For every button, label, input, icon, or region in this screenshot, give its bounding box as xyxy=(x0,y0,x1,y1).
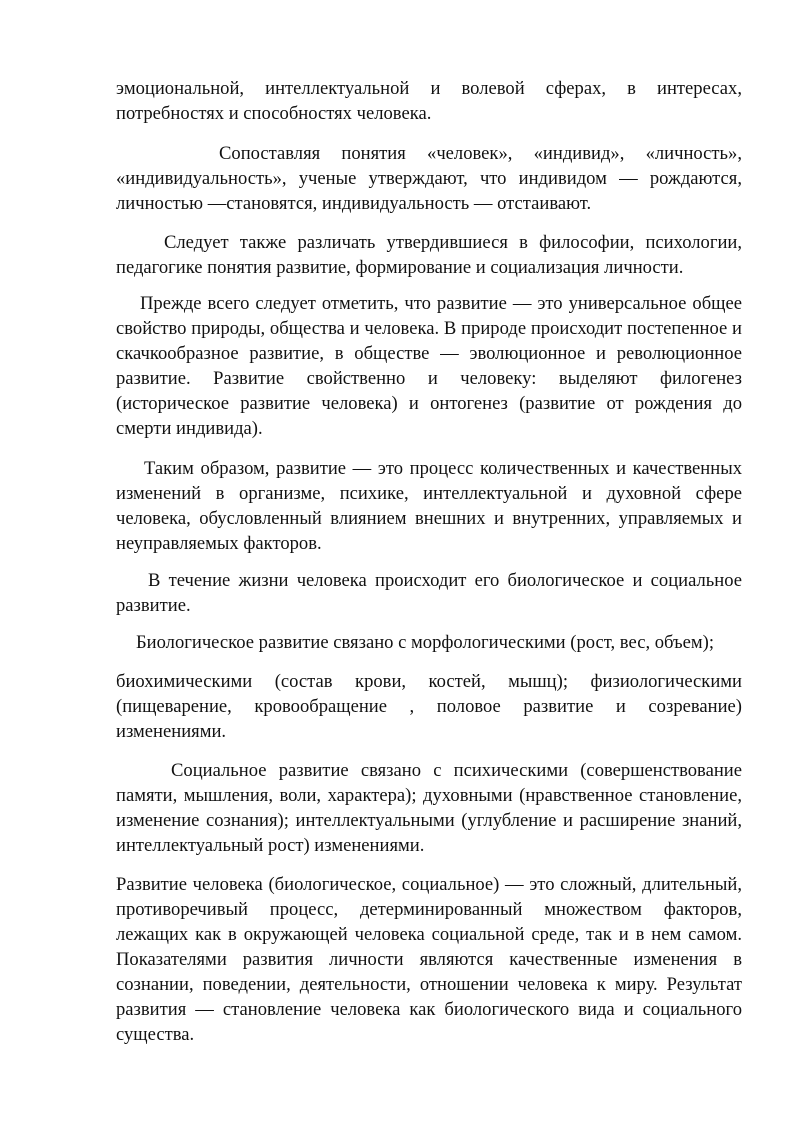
paragraph-10: Развитие человека (биологическое, социальное) — это сложный, длительный, противоречивый процесс, детерминированный множеством факторов, лежащих как в окружающей человека социальной среде, так и в нем самом. Показателями развития личности являются качественные изменения в сознании, поведении, деятельности, отношении человека к миру. Результат развития — становление человека как биологического вида и социального существа. xyxy=(116,874,742,1045)
paragraph-9: Социальное развитие связано с психическими (совершенствование памяти, мышления, воли, характера); духовными (нравственное становление, изменение сознания); интеллектуальными (углубление и расширение знаний, интеллектуальный рост) изменениями. xyxy=(116,760,742,856)
paragraph-6: В течение жизни человека происходит его биологическое и социальное развитие. xyxy=(116,570,742,616)
paragraph-8: биохимическими (состав крови, костей, мышц); физиологическими (пищеварение, кровообращение , половое развитие и созревание) изменениями. xyxy=(116,671,742,742)
paragraph-5: Таким образом, развитие — это процесс количественных и качественных изменений в организме, психике, интеллектуальной и духовной сфере человека, обусловленный влиянием внешних и внутренних, управляемых и неуправляемых факторов. xyxy=(116,458,742,554)
paragraph-1: эмоциональной, интеллектуальной и волевой сферах, в интересах, потребностях и способностях человека. xyxy=(116,78,742,124)
paragraph-7: Биологическое развитие связано с морфологическими (рост, вес, объем); xyxy=(136,632,715,653)
paragraph-3: Следует также различать утвердившиеся в философии, психологии, педагогике понятия развитие, формирование и социализация личности. xyxy=(116,232,742,278)
paragraph-4: Прежде всего следует отметить, что развитие — это универсальное общее свойство природы, общества и человека. В природе происходит постепенное и скачкообразное развитие, в обществе — эволюционное и революционное развитие. Развитие свойственно и человеку: выделяют филогенез (историческое развитие человека) и онтогенез (развитие от рождения до смерти индивида). xyxy=(116,293,742,439)
paragraph-2: Сопоставляя понятия «человек», «индивид», «личность», «индивидуальность», ученые утверждают, что индивидом — рождаются, личностью —становятся, индивидуальность — отстаивают. xyxy=(116,143,742,214)
